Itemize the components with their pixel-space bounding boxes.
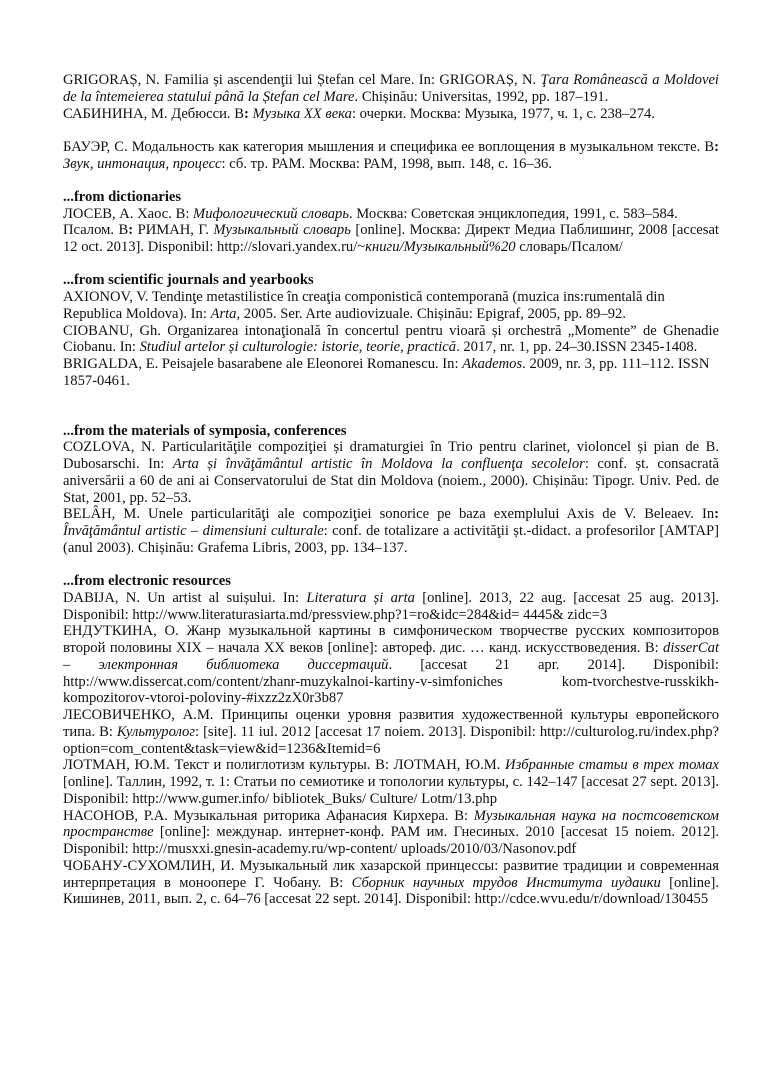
spacer <box>63 256 719 273</box>
reference-group <box>63 72 719 122</box>
spacer <box>63 390 719 423</box>
reference-entry: BRIGALDA, E. Peisajele basarabene ale Eleonorei Romanescu. In: Akademos. 2009, nr. 3, pp. 111–112. ISSN 1857-0461. <box>63 356 710 389</box>
spacer <box>63 122 719 139</box>
reference-entry: САБИНИНА, М. Дебюсси. В: Музыка XX века: очерки. Москва: Музыка, 1977, ч. 1, с. 238–274. <box>63 105 655 122</box>
section-heading: ...from scientific journals and yearbooks <box>63 272 314 289</box>
reference-group <box>63 139 719 173</box>
reference-group-electronic <box>63 573 719 908</box>
reference-entry: ЧОБАНУ-СУХОМЛИН, И. Музыкальный лик хазарской принцессы: развитие традиции и современная интерпретация в моноопере Г. Чобану. В: Сборник научных трудов Института иудаики [online]. Кишинев, 2011, вып. 2, с. 64–76 [accesat 22 sept. 2014]. Disponibil: http://cdce.wvu.edu/r/download/130455 <box>63 857 719 908</box>
bibliography-page <box>63 72 719 908</box>
spacer <box>63 557 719 574</box>
reference-group-dictionaries <box>63 189 719 256</box>
reference-entry: Псалом. В: РИМАН, Г. Музыкальный словарь [online]. Москва: Директ Медиа Паблишинг, 2008 [accesat 12 oct. 2013]. Disponibil: http://slovari.yandex.ru/~книги/Музыкальный%20 словарь/Псалом/ <box>63 222 719 255</box>
section-heading: ...from electronic resources <box>63 573 231 589</box>
reference-entry: БАУЭР, С. Модальность как категория мышления и специфика ее воплощения в музыкальном тексте. В: Звук, интонация, процесс: сб. тр. РАМ. Москва: РАМ, 1998, вып. 148, с. 16–36. <box>63 138 719 172</box>
reference-entry: AXIONOV, V. Tendinţe metastilistice în creaţia componistică contemporană (muzica ins:rumentală din Republica Moldova). In: Arta, 2005. Ser. Arte audiovizuale. Chișinău: Epigraf, 2005, pp. 89–92. <box>63 289 665 322</box>
spacer <box>63 172 719 189</box>
reference-group-conferences <box>63 423 719 557</box>
reference-entry: CIOBANU, Gh. Organizarea intonaţională în concertul pentru vioară și orchestră „Momente” de Ghenadie Ciobanu. In: Studiul artelor și culturologie: istorie, teorie, practică. 2017, nr. 1, pp. 24–30.ISSN 2345-1408. <box>63 322 719 356</box>
reference-entry: ЕНДУТКИНА, О. Жанр музыкальной картины в симфоническом творчестве русских композиторов второй половины XIX – начала XX веков [online]: автореф. дис. … канд. искусствоведения. В: disserCat – электронная библиотека диссертаций. [accesat 21 apr. 2014]. Disponibil: http://www.dissercat.com/content/zhanr-muzykalnoi-kartiny-v-simfoniches kom-tvorchestve-russkikh-kompozitorov-vtoroi-poloviny-#ixzz2zX0r3b87 <box>63 623 719 707</box>
reference-entry: COZLOVA, N. Particularităţile compoziţiei și dramaturgiei în Trio pentru clarinet, violoncel și pian de B. Dubosarschi. In: Arta și învăţământul artistic în Moldova la confluenţa secolelor: conf. șt. consacrată aniversării a 60 de ani ai Conservatorului de Stat din Moldova (noiem., 2000). Chișinău: Tipogr. Univ. Ped. de Stat, 2001, pp. 52–53. <box>63 439 719 506</box>
reference-entry: ЛЕСОВИЧЕНКО, А.М. Принципы оценки уровня развития художественной культуры европейского типа. В: Культуролог: [site]. 11 iul. 2012 [accesat 17 noiem. 2013]. Disponibil: http://culturolog.ru/index.php?option=com_content&task=view&id=1236&Itemid=6 <box>63 707 719 757</box>
reference-entry: DABIJA, N. Un artist al suișului. In: Literatura și arta [online]. 2013, 22 aug. [accesat 25 aug. 2013]. Disponibil: http://www.literaturasiarta.md/pressview.php?1=ro&idc=284&id= 4445& zidc=3 <box>63 589 719 623</box>
reference-entry: ЛОТМАН, Ю.М. Текст и полиглотизм культуры. В: ЛОТМАН, Ю.М. Избранные статьи в трех томах [online]. Таллин, 1992, т. 1: Статьи по семиотике и топологии культуры, с. 142–147 [accesat 27 sept. 2013]. Disponibil: http://www.gumer.info/ bibliotek_Buks/ Culture/ Lotm/13.php <box>63 757 719 807</box>
section-heading: ...from the materials of symposia, conferences <box>63 422 347 439</box>
reference-group-journals <box>63 272 719 389</box>
section-heading: ...from dictionaries <box>63 188 182 205</box>
reference-entry: GRIGORAȘ, N. Familia și ascendenţii lui Ștefan cel Mare. In: GRIGORAȘ, N. Ţara Românească a Moldovei de la întemeierea statului până la Ștefan cel Mare. Chișinău: Universitas, 1992, pp. 187–191. <box>63 72 719 105</box>
reference-entry: BELÂH, M. Unele particularităţi ale compoziţiei sonorice pe baza exemplului Axis de V. Beleaev. In: Învăţământul artistic – dimensiuni culturale: conf. de totalizare a activităţii șt.-didact. a profesorilor [AMTAP] (anul 2003). Chișinău: Grafema Libris, 2003, pp. 134–137. <box>63 506 719 556</box>
reference-entry: ЛОСЕВ, А. Хаос. В: Мифологический словарь. Москва: Советская энциклопедия, 1991, с. 583–584. <box>63 205 678 222</box>
reference-entry: НАСОНОВ, Р.А. Музыкальная риторика Афанасия Кирхера. В: Музыкальная наука на постсоветском пространстве [online]: междунар. интернет-конф. РАМ им. Гнесиных. 2010 [accesat 15 noiem. 2012]. Disponibil: http://musxxi.gnesin-academy.ru/wp-content/ uploads/2010/03/Nasonov.pdf <box>63 807 719 857</box>
